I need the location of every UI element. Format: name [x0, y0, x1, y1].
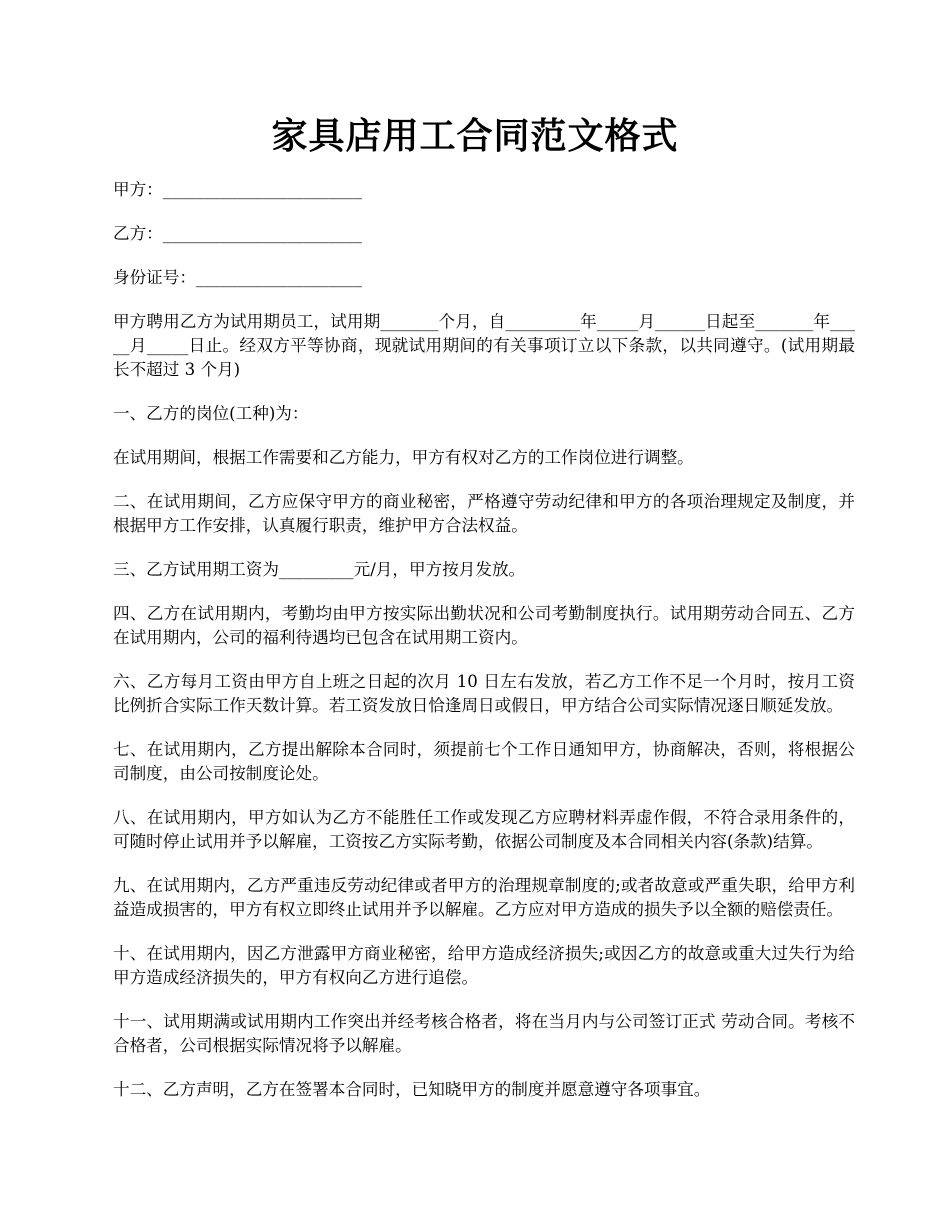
document-body	[113, 178, 855, 1122]
intro-paragraph: 甲方聘用乙方为试用期员工，试用期_______个月，自_________年_____月______日起至_______年_____月_____日止。经双方平等协商，现就试用期间的有关事项订立以下条款，以共同遵守。(试用期最长不超过 3 个月)	[113, 312, 855, 379]
party-b-line: 乙方：________________________	[113, 224, 362, 243]
clause-11: 十一、试用期满或试用期内工作突出并经考核合格者，将在当月内与公司签订正式 劳动合同。考核不合格者，公司根据实际情况将予以解雇。	[113, 1012, 855, 1055]
clause-4-5: 四、乙方在试用期内，考勤均由甲方按实际出勤状况和公司考勤制度执行。试用期劳动合同五、乙方在试用期内，公司的福利待遇均已包含在试用期工资内。	[113, 604, 855, 647]
clause-3: 三、乙方试用期工资为_________元/月，甲方按月发放。	[113, 560, 526, 579]
clause-7: 七、在试用期内，乙方提出解除本合同时，须提前七个工作日通知甲方，协商解决，否则，将根据公司制度，由公司按制度论处。	[113, 740, 855, 783]
party-a-line: 甲方：________________________	[113, 180, 362, 199]
clause-8: 八、在试用期内，甲方如认为乙方不能胜任工作或发现乙方应聘材料弄虚作假，不符合录用条件的，可随时停止试用并予以解雇，工资按乙方实际考勤，依据公司制度及本合同相关内容(条款)结算。	[113, 808, 855, 851]
document-title: 家具店用工合同范文格式	[271, 115, 679, 157]
clause-12: 十二、乙方声明，乙方在签署本合同时，已知晓甲方的制度并愿意遵守各项事宜。	[113, 1080, 711, 1099]
id-number-line: 身份证号：____________________	[113, 268, 362, 287]
clause-6: 六、乙方每月工资由甲方自上班之日起的次月 10 日左右发放，若乙方工作不足一个月时，按月工资比例折合实际工作天数计算。若工资发放日恰逢周日或假日，甲方结合公司实际情况逐日顺延发放。	[113, 672, 855, 715]
clause-9: 九、在试用期内，乙方严重违反劳动纪律或者甲方的治理规章制度的;或者故意或严重失职，给甲方利益造成损害的，甲方有权立即终止试用并予以解雇。乙方应对甲方造成的损失予以全额的赔偿责任。	[113, 876, 855, 919]
clause-1-detail: 在试用期间，根据工作需要和乙方能力，甲方有权对乙方的工作岗位进行调整。	[113, 448, 694, 467]
clause-10: 十、在试用期内，因乙方泄露甲方商业秘密，给甲方造成经济损失;或因乙方的故意或重大过失行为给甲方造成经济损失的，甲方有权向乙方进行追偿。	[113, 944, 855, 987]
clause-1: 一、乙方的岗位(工种)为：	[113, 404, 309, 423]
clause-2: 二、在试用期间，乙方应保守甲方的商业秘密，严格遵守劳动纪律和甲方的各项治理规定及制度，并根据甲方工作安排，认真履行职责，维护甲方合法权益。	[113, 492, 855, 535]
